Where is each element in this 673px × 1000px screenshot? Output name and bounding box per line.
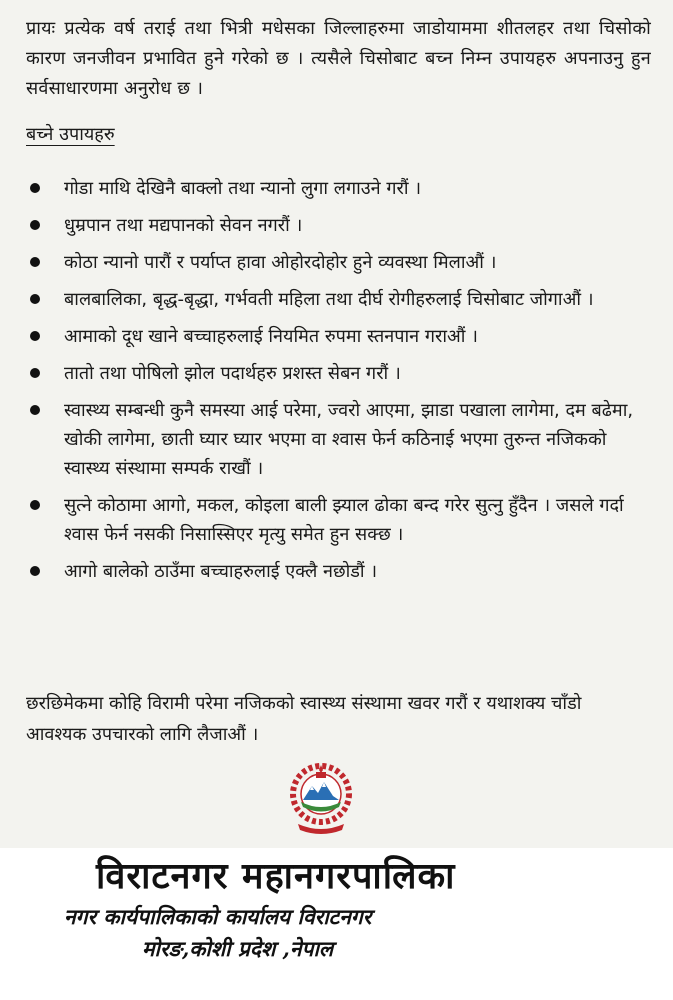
bullet-icon [30, 500, 40, 510]
measure-text: स्वास्थ्य सम्बन्धी कुनै समस्या आई परेमा, ज्वरो आएमा, झाडा पखाला लागेमा, दम बढेमा, खोकी लागेमा, छाती घ्यार घ्यार भएमा वा श्वास फेर्न कठिनाई भएमा तुरुन्त नजिकको स्वास्थ्य संस्थामा सम्पर्क राखौं । [64, 400, 634, 479]
measure-text: गोडा माथि देखिनै बाक्लो तथा न्यानो लुगा लगाउने गरौं । [64, 178, 422, 199]
measure-text: सुत्ने कोठामा आगो, मकल, कोइला बाली झ्याल ढोका बन्द गरेर सुत्नु हुँदैन । जसले गर्दा श्वास फेर्न नसकी निसास्सिएर मृत्यु समेत हुन सक्छ । [64, 495, 624, 545]
intro-paragraph: प्रायः प्रत्येक वर्ष तराई तथा भित्री मधेसका जिल्लाहरुमा जाडोयाममा शीतलहर तथा चिसोको कारण जनजीवन प्रभावित हुने गरेको छ । त्यसैले चिसोबाट बच्न निम्न उपायहरु अपनाउनु हुन सर्वसाधारणमा अनुरोध छ । [26, 18, 651, 99]
measures-heading: बच्ने उपायहरु [26, 124, 115, 145]
list-item [26, 285, 646, 314]
nepal-government-emblem-icon [286, 760, 356, 838]
measures-list [26, 174, 646, 594]
bullet-icon [30, 566, 40, 576]
closing-paragraph: छरछिमेकमा कोहि विरामी परेमा नजिकको स्वास्थ्य संस्थामा खवर गरौं र यथाशक्य चाँडो आवश्यक उपचारको लागि लैजाऔं । [26, 693, 582, 745]
office-name: नगर कार्यपालिकाको कार्यालय विराटनगर [64, 904, 372, 929]
measure-text: बालबालिका, बृद्ध-बृद्धा, गर्भवती महिला तथा दीर्घ रोगीहरुलाई चिसोबाट जोगाऔं । [64, 289, 594, 310]
list-item [26, 174, 646, 203]
list-item [26, 211, 646, 240]
bullet-icon [30, 257, 40, 267]
bullet-icon [30, 294, 40, 304]
list-item [26, 491, 646, 549]
bullet-icon [30, 331, 40, 341]
measure-text: आमाको दूध खाने बच्चाहरुलाई नियमित रुपमा स्तनपान गराऔं । [64, 326, 478, 347]
list-item [26, 359, 646, 388]
bullet-icon [30, 368, 40, 378]
office-address: मोरङ,कोशी प्रदेश ,नेपाल [142, 936, 334, 961]
list-item [26, 396, 646, 483]
measure-text: कोठा न्यानो पारौं र पर्याप्त हावा ओहोरदोहोर हुने व्यवस्था मिलाऔं । [64, 252, 497, 273]
list-item [26, 322, 646, 351]
measure-text: धुम्रपान तथा मद्यपानको सेवन नगरौं । [64, 215, 303, 236]
measure-text: तातो तथा पोषिलो झोल पदार्थहरु प्रशस्त सेबन गरौं । [64, 363, 401, 384]
bullet-icon [30, 183, 40, 193]
bullet-icon [30, 220, 40, 230]
list-item [26, 248, 646, 277]
measure-text: आगो बालेको ठाउँमा बच्चाहरुलाई एक्लै नछोडौं । [64, 561, 378, 582]
list-item [26, 557, 646, 586]
bullet-icon [30, 405, 40, 415]
org-name: विराटनगर महानगरपालिका [96, 855, 456, 897]
